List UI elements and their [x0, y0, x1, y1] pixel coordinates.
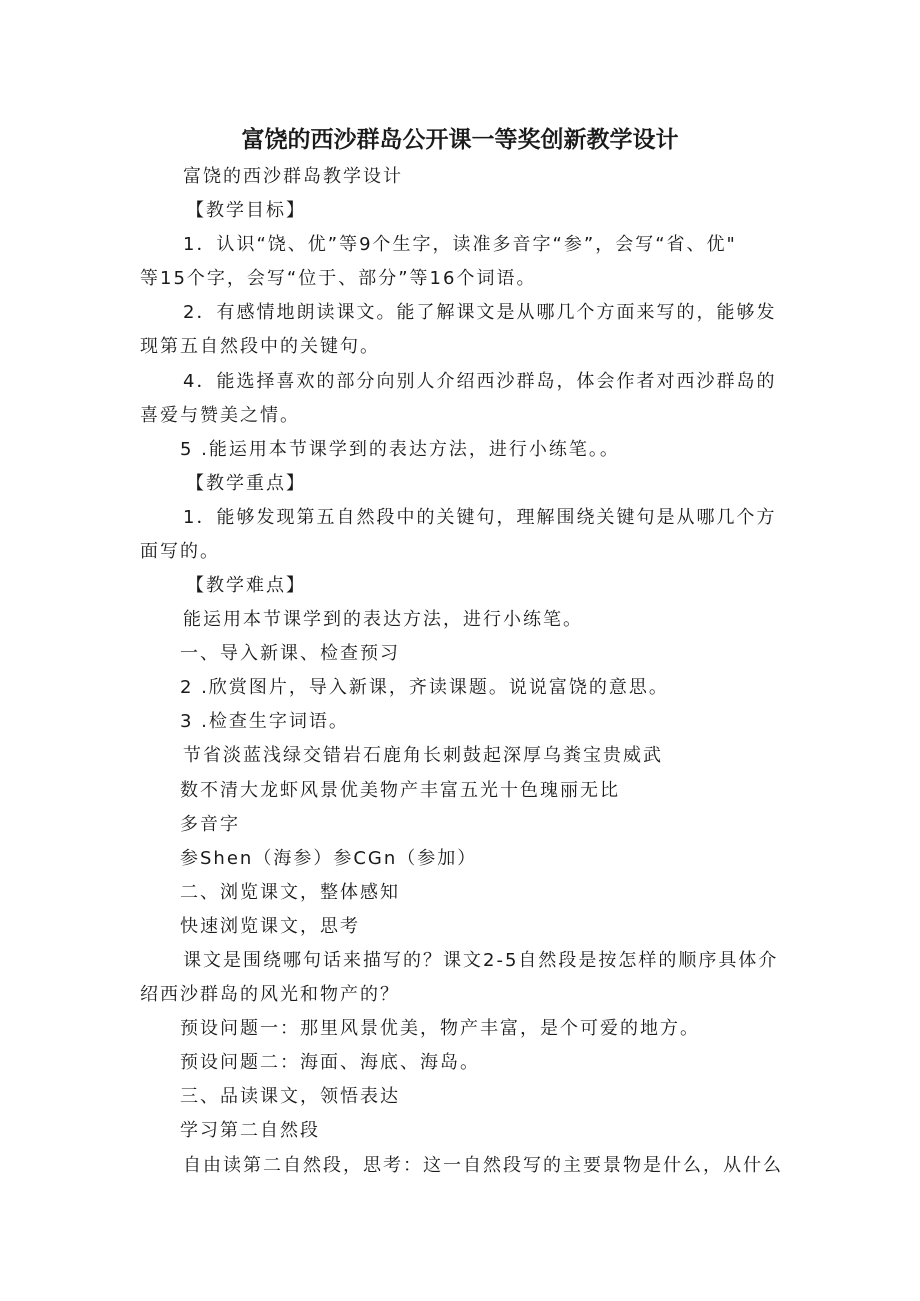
section-heading: 【教学重点】: [186, 473, 306, 494]
section-heading: 【教学目标】: [186, 200, 306, 221]
text-line: 数不清大龙虾风景优美物产丰富五光十色瑰丽无比: [180, 780, 620, 801]
text-line: 1．认识“饶、优”等9个生字，读准多音字“参”，会写“省、优": [183, 234, 737, 255]
text-line: 学习第二自然段: [180, 1120, 320, 1141]
text-line: 参Shen（海参）参CGn（参加）: [180, 848, 478, 869]
text-line: 2 .欣赏图片，导入新课，齐读课题。说说富饶的意思。: [180, 677, 669, 698]
text-line: 5 .能运用本节课学到的表达方法，进行小练笔。。: [180, 439, 620, 460]
section-heading: 一、导入新课、检查预习: [180, 643, 400, 664]
text-line: 多音字: [180, 814, 240, 835]
text-line: 3 .检查生字词语。: [180, 711, 349, 732]
text-line: 预设问题一：那里风景优美，物产丰富，是个可爱的地方。: [180, 1018, 700, 1039]
text-line: 绍西沙群岛的风光和物产的？: [140, 984, 400, 1005]
section-heading: 二、浏览课文，整体感知: [180, 882, 400, 903]
text-line: 自由读第二自然段，思考：这一自然段写的主要景物是什么，从什么: [183, 1155, 783, 1176]
text-line: 2．有感情地朗读课文。能了解课文是从哪几个方面来写的，能够发: [183, 302, 777, 323]
text-line: 现第五自然段中的关键句。: [140, 336, 380, 357]
text-line: 课文是围绕哪句话来描写的？课文2-5自然段是按怎样的顺序具体介: [183, 950, 779, 971]
document-title: 富饶的西沙群岛公开课一等奖创新教学设计: [241, 127, 679, 153]
text-line: 喜爱与赞美之情。: [140, 405, 300, 426]
text-line: 等15个字，会写“位于、部分”等16个词语。: [140, 268, 537, 289]
section-heading: 【教学难点】: [186, 575, 306, 596]
text-line: 面写的。: [140, 541, 220, 562]
text-line: 节省淡蓝浅绿交错岩石鹿角长刺鼓起深厚乌粪宝贵威武: [183, 745, 663, 766]
section-heading: 三、品读课文，领悟表达: [180, 1086, 400, 1107]
text-line: 预设问题二：海面、海底、海岛。: [180, 1052, 480, 1073]
text-line: 富饶的西沙群岛教学设计: [183, 166, 403, 187]
text-line: 快速浏览课文，思考: [180, 916, 360, 937]
text-line: 能运用本节课学到的表达方法，进行小练笔。: [183, 609, 583, 630]
text-line: 1．能够发现第五自然段中的关键句，理解围绕关键句是从哪几个方: [183, 507, 777, 528]
text-line: 4．能选择喜欢的部分向别人介绍西沙群岛，体会作者对西沙群岛的: [183, 371, 777, 392]
